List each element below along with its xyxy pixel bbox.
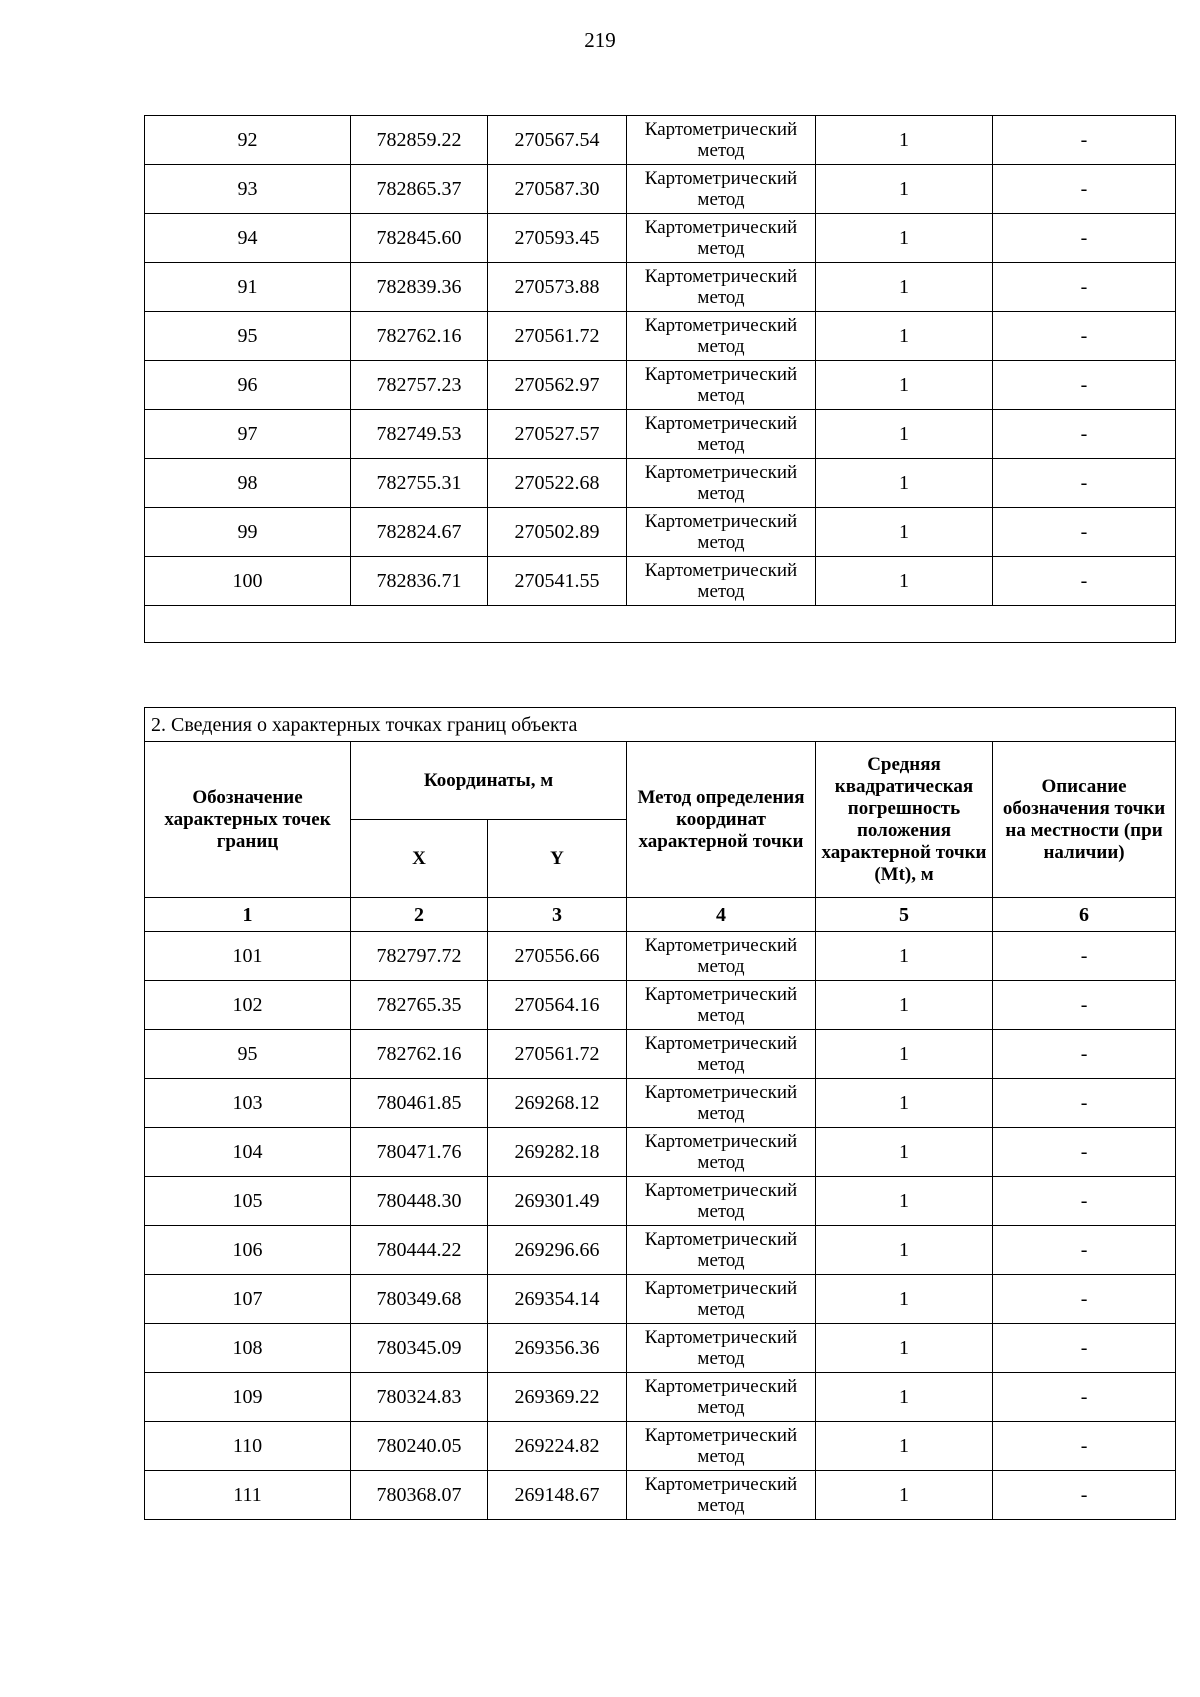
- x-coordinate-cell: 780448.30: [351, 1177, 488, 1226]
- x-coordinate-cell: 782757.23: [351, 361, 488, 410]
- description-cell: -: [993, 410, 1176, 459]
- point-cell: 103: [145, 1079, 351, 1128]
- description-cell: -: [993, 1128, 1176, 1177]
- y-coordinate-cell: 270573.88: [488, 263, 627, 312]
- description-cell: -: [993, 557, 1176, 606]
- mean-error-cell: 1: [816, 312, 993, 361]
- table-row: [145, 165, 1176, 214]
- method-cell: Картометрический метод: [627, 981, 816, 1030]
- mean-error-cell: 1: [816, 165, 993, 214]
- x-coordinate-cell: 780471.76: [351, 1128, 488, 1177]
- y-coordinate-cell: 269148.67: [488, 1471, 627, 1520]
- table-row: [145, 1177, 1176, 1226]
- description-cell: -: [993, 214, 1176, 263]
- x-coordinate-cell: 782749.53: [351, 410, 488, 459]
- point-cell: 98: [145, 459, 351, 508]
- x-coordinate-cell: 782762.16: [351, 312, 488, 361]
- mean-error-cell: 1: [816, 116, 993, 165]
- point-cell: 109: [145, 1373, 351, 1422]
- method-cell: Картометрический метод: [627, 1079, 816, 1128]
- point-cell: 93: [145, 165, 351, 214]
- y-coordinate-cell: 270502.89: [488, 508, 627, 557]
- y-coordinate-cell: 270541.55: [488, 557, 627, 606]
- y-coordinate-cell: 270561.72: [488, 312, 627, 361]
- description-cell: -: [993, 1324, 1176, 1373]
- y-coordinate-cell: 270593.45: [488, 214, 627, 263]
- x-coordinate-cell: 780461.85: [351, 1079, 488, 1128]
- mean-error-cell: 1: [816, 410, 993, 459]
- point-cell: 96: [145, 361, 351, 410]
- table-row: [145, 1275, 1176, 1324]
- description-cell: -: [993, 1373, 1176, 1422]
- table-row: [145, 312, 1176, 361]
- x-coordinate-cell: 780345.09: [351, 1324, 488, 1373]
- point-cell: 108: [145, 1324, 351, 1373]
- table-row: [145, 263, 1176, 312]
- table-row: [145, 116, 1176, 165]
- table-row: [145, 410, 1176, 459]
- y-coordinate-cell: 269356.36: [488, 1324, 627, 1373]
- table-row: [145, 1030, 1176, 1079]
- header-coordinates: Координаты, м: [351, 742, 627, 820]
- y-coordinate-cell: 270527.57: [488, 410, 627, 459]
- x-coordinate-cell: 780240.05: [351, 1422, 488, 1471]
- description-cell: -: [993, 459, 1176, 508]
- y-coordinate-cell: 270562.97: [488, 361, 627, 410]
- method-cell: Картометрический метод: [627, 263, 816, 312]
- mean-error-cell: 1: [816, 459, 993, 508]
- description-cell: -: [993, 116, 1176, 165]
- x-coordinate-cell: 782839.36: [351, 263, 488, 312]
- method-cell: Картометрический метод: [627, 312, 816, 361]
- table2-body: [145, 708, 1176, 1520]
- point-cell: 97: [145, 410, 351, 459]
- mean-error-cell: 1: [816, 1128, 993, 1177]
- method-cell: Картометрический метод: [627, 1275, 816, 1324]
- column-number-row: [145, 898, 1176, 932]
- mean-error-cell: 1: [816, 1373, 993, 1422]
- mean-error-cell: 1: [816, 263, 993, 312]
- x-coordinate-cell: 782755.31: [351, 459, 488, 508]
- point-cell: 105: [145, 1177, 351, 1226]
- method-cell: Картометрический метод: [627, 459, 816, 508]
- mean-error-cell: 1: [816, 1471, 993, 1520]
- table-caption-row: [145, 708, 1176, 742]
- point-cell: 111: [145, 1471, 351, 1520]
- description-cell: -: [993, 1226, 1176, 1275]
- point-cell: 104: [145, 1128, 351, 1177]
- x-coordinate-cell: 782865.37: [351, 165, 488, 214]
- description-cell: -: [993, 981, 1176, 1030]
- method-cell: Картометрический метод: [627, 508, 816, 557]
- boundary-points-table: [144, 707, 1176, 1520]
- method-cell: Картометрический метод: [627, 557, 816, 606]
- y-coordinate-cell: 269296.66: [488, 1226, 627, 1275]
- column-number: 6: [993, 898, 1176, 932]
- point-cell: 101: [145, 932, 351, 981]
- description-cell: -: [993, 1177, 1176, 1226]
- table-row: [145, 1226, 1176, 1275]
- table-row: [145, 981, 1176, 1030]
- y-coordinate-cell: 269301.49: [488, 1177, 627, 1226]
- page-number: 219: [584, 28, 616, 52]
- point-cell: 94: [145, 214, 351, 263]
- table-row: [145, 508, 1176, 557]
- table1-body: [145, 116, 1176, 643]
- table-row: [145, 1373, 1176, 1422]
- description-cell: -: [993, 1079, 1176, 1128]
- y-coordinate-cell: 270567.54: [488, 116, 627, 165]
- x-coordinate-cell: 780349.68: [351, 1275, 488, 1324]
- table-row: [145, 214, 1176, 263]
- y-coordinate-cell: 269268.12: [488, 1079, 627, 1128]
- method-cell: Картометрический метод: [627, 1177, 816, 1226]
- table-row: [145, 361, 1176, 410]
- description-cell: -: [993, 312, 1176, 361]
- header-row-top: [145, 742, 1176, 820]
- column-number: 1: [145, 898, 351, 932]
- description-cell: -: [993, 1275, 1176, 1324]
- mean-error-cell: 1: [816, 1177, 993, 1226]
- description-cell: -: [993, 1422, 1176, 1471]
- method-cell: Картометрический метод: [627, 1422, 816, 1471]
- header-mean-error: Средняя квадратическая погрешность положения характерной точки (Mt), м: [816, 742, 993, 898]
- description-cell: -: [993, 165, 1176, 214]
- description-cell: -: [993, 361, 1176, 410]
- description-cell: -: [993, 1030, 1176, 1079]
- method-cell: Картометрический метод: [627, 1324, 816, 1373]
- column-number: 5: [816, 898, 993, 932]
- x-coordinate-cell: 782797.72: [351, 932, 488, 981]
- point-cell: 95: [145, 312, 351, 361]
- x-coordinate-cell: 782845.60: [351, 214, 488, 263]
- table-row: [145, 1471, 1176, 1520]
- method-cell: Картометрический метод: [627, 1373, 816, 1422]
- mean-error-cell: 1: [816, 1324, 993, 1373]
- description-cell: -: [993, 263, 1176, 312]
- method-cell: Картометрический метод: [627, 932, 816, 981]
- column-number: 4: [627, 898, 816, 932]
- x-coordinate-cell: 780444.22: [351, 1226, 488, 1275]
- mean-error-cell: 1: [816, 508, 993, 557]
- description-cell: -: [993, 1471, 1176, 1520]
- point-cell: 95: [145, 1030, 351, 1079]
- point-cell: 107: [145, 1275, 351, 1324]
- table1-empty-row: [145, 606, 1176, 643]
- table-caption: 2. Сведения о характерных точках границ объекта: [145, 708, 1176, 742]
- mean-error-cell: 1: [816, 361, 993, 410]
- point-cell: 102: [145, 981, 351, 1030]
- x-coordinate-cell: 782765.35: [351, 981, 488, 1030]
- header-point-designation: Обозначение характерных точек границ: [145, 742, 351, 898]
- x-coordinate-cell: 782836.71: [351, 557, 488, 606]
- point-cell: 99: [145, 508, 351, 557]
- y-coordinate-cell: 269369.22: [488, 1373, 627, 1422]
- x-coordinate-cell: 780368.07: [351, 1471, 488, 1520]
- mean-error-cell: 1: [816, 1030, 993, 1079]
- y-coordinate-cell: 270564.16: [488, 981, 627, 1030]
- table-row: [145, 1324, 1176, 1373]
- table-row: [145, 557, 1176, 606]
- x-coordinate-cell: 782824.67: [351, 508, 488, 557]
- coordinates-table-continued: [144, 115, 1176, 643]
- method-cell: Картометрический метод: [627, 165, 816, 214]
- point-cell: 110: [145, 1422, 351, 1471]
- method-cell: Картометрический метод: [627, 1226, 816, 1275]
- empty-cell: [145, 606, 1176, 643]
- method-cell: Картометрический метод: [627, 1128, 816, 1177]
- y-coordinate-cell: 270561.72: [488, 1030, 627, 1079]
- method-cell: Картометрический метод: [627, 116, 816, 165]
- point-cell: 106: [145, 1226, 351, 1275]
- mean-error-cell: 1: [816, 932, 993, 981]
- mean-error-cell: 1: [816, 214, 993, 263]
- method-cell: Картометрический метод: [627, 361, 816, 410]
- y-coordinate-cell: 270522.68: [488, 459, 627, 508]
- point-cell: 92: [145, 116, 351, 165]
- table-row: [145, 1079, 1176, 1128]
- description-cell: -: [993, 508, 1176, 557]
- description-cell: -: [993, 932, 1176, 981]
- mean-error-cell: 1: [816, 1422, 993, 1471]
- point-cell: 100: [145, 557, 351, 606]
- y-coordinate-cell: 269224.82: [488, 1422, 627, 1471]
- mean-error-cell: 1: [816, 981, 993, 1030]
- x-coordinate-cell: 780324.83: [351, 1373, 488, 1422]
- table-row: [145, 932, 1176, 981]
- column-number: 2: [351, 898, 488, 932]
- method-cell: Картометрический метод: [627, 1471, 816, 1520]
- header-description: Описание обозначения точки на местности (при наличии): [993, 742, 1176, 898]
- y-coordinate-cell: 269354.14: [488, 1275, 627, 1324]
- x-coordinate-cell: 782762.16: [351, 1030, 488, 1079]
- header-x: X: [351, 820, 488, 898]
- x-coordinate-cell: 782859.22: [351, 116, 488, 165]
- mean-error-cell: 1: [816, 1275, 993, 1324]
- mean-error-cell: 1: [816, 1079, 993, 1128]
- mean-error-cell: 1: [816, 1226, 993, 1275]
- method-cell: Картометрический метод: [627, 214, 816, 263]
- column-number: 3: [488, 898, 627, 932]
- y-coordinate-cell: 270587.30: [488, 165, 627, 214]
- mean-error-cell: 1: [816, 557, 993, 606]
- table-row: [145, 1128, 1176, 1177]
- y-coordinate-cell: 270556.66: [488, 932, 627, 981]
- y-coordinate-cell: 269282.18: [488, 1128, 627, 1177]
- table-row: [145, 1422, 1176, 1471]
- header-y: Y: [488, 820, 627, 898]
- header-method: Метод определения координат характерной точки: [627, 742, 816, 898]
- table-row: [145, 459, 1176, 508]
- method-cell: Картометрический метод: [627, 410, 816, 459]
- point-cell: 91: [145, 263, 351, 312]
- method-cell: Картометрический метод: [627, 1030, 816, 1079]
